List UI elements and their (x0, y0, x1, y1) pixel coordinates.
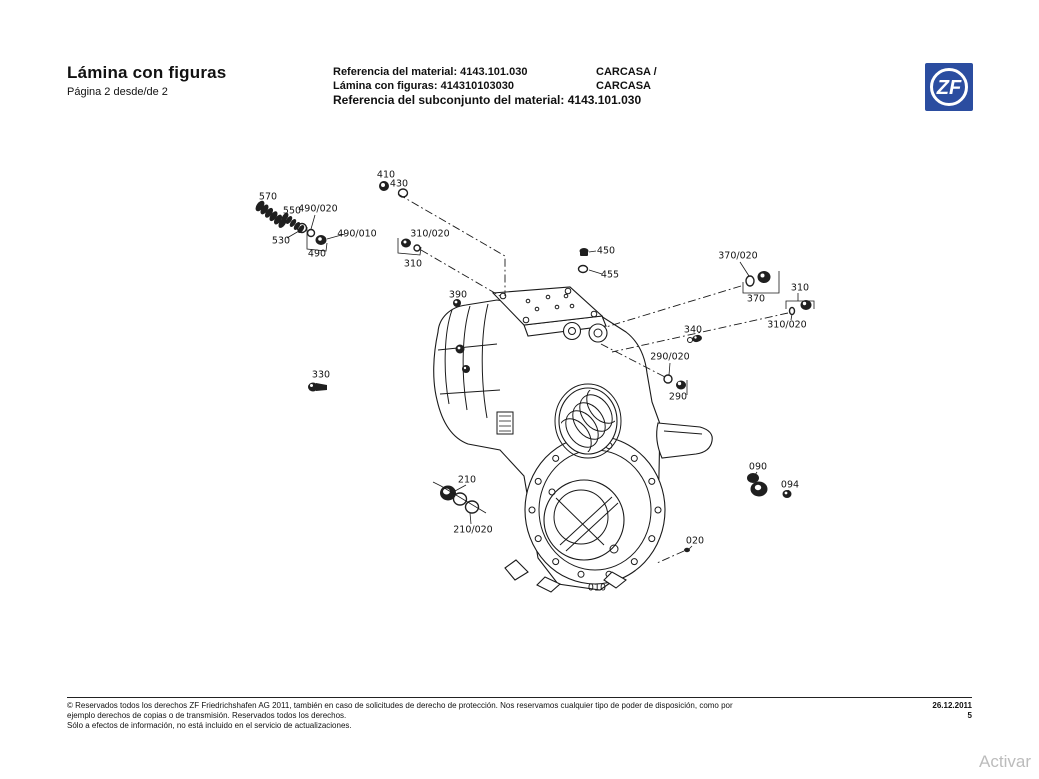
material-reference: Referencia del material: 4143.101.030 (333, 66, 528, 78)
housing-drawing (434, 287, 713, 592)
copyright-line-1: © Reservados todos los derechos ZF Friedrichshafen AG 2011, también en caso de solicitudes de derecho de protección. Nos reservamos cualquier tipo de poder de disposición, como por (67, 701, 733, 710)
part-callout-410: 410 (376, 169, 396, 181)
activation-watermark: Activar (979, 752, 1031, 771)
footer-meta (932, 701, 972, 721)
zf-logo-text: ZF (936, 77, 962, 99)
copyright-block (67, 701, 913, 731)
copyright-line-3: Sólo a efectos de información, no está incluido en el servicio de actualizaciones. (67, 721, 352, 730)
part-callout-370: 370 (746, 293, 766, 305)
sheet-reference: Lámina con figuras: 414310103030 (333, 80, 514, 92)
part-callout-455: 455 (600, 269, 620, 281)
subassembly-reference: Referencia del subconjunto del material: 4143.101.030 (333, 93, 642, 107)
part-callout-290: 290 (668, 391, 688, 403)
footer-date: 26.12.2011 (932, 701, 972, 710)
part-callout-310: 310 (790, 282, 810, 294)
part-callout-550: 550 (282, 205, 302, 217)
part-name-line1: CARCASA / (596, 66, 657, 78)
part-name-line2: CARCASA (596, 80, 651, 92)
part-callout-010: 010 (587, 582, 607, 594)
page-title: Lámina con figuras (67, 63, 227, 82)
part-callout-310-020: 310/020 (767, 319, 807, 331)
part-callout-490: 490 (307, 248, 327, 260)
part-callout-090: 090 (748, 461, 768, 473)
part-callout-430: 430 (389, 178, 409, 190)
copyright-line-2: ejemplo derechos de copias o de transmisión. Reservados todos los derechos. (67, 711, 347, 720)
part-callout-490-010: 490/010 (337, 228, 377, 240)
plug-330 (308, 383, 327, 392)
part-callout-570: 570 (258, 191, 278, 203)
part-callout-330: 330 (311, 369, 331, 381)
part-callout-310: 310 (403, 258, 423, 270)
part-callout-210: 210 (457, 474, 477, 486)
breather-090 (747, 472, 768, 497)
part-callout-340: 340 (683, 324, 703, 336)
footer-divider (67, 697, 972, 698)
part-callout-020: 020 (685, 535, 705, 547)
part-callout-490-020: 490/020 (298, 203, 338, 215)
part-callout-290-020: 290/020 (650, 351, 690, 363)
page-subtitle: Página 2 desde/de 2 (67, 86, 168, 98)
part-callout-094: 094 (780, 479, 800, 491)
part-callout-370-020: 370/020 (718, 250, 758, 262)
part-callout-450: 450 (596, 245, 616, 257)
part-callout-530: 530 (271, 235, 291, 247)
part-callout-390: 390 (448, 289, 468, 301)
part-callout-310-020: 310/020 (410, 228, 450, 240)
footer-page-number: 5 (967, 711, 972, 720)
part-callout-210-020: 210/020 (453, 524, 493, 536)
